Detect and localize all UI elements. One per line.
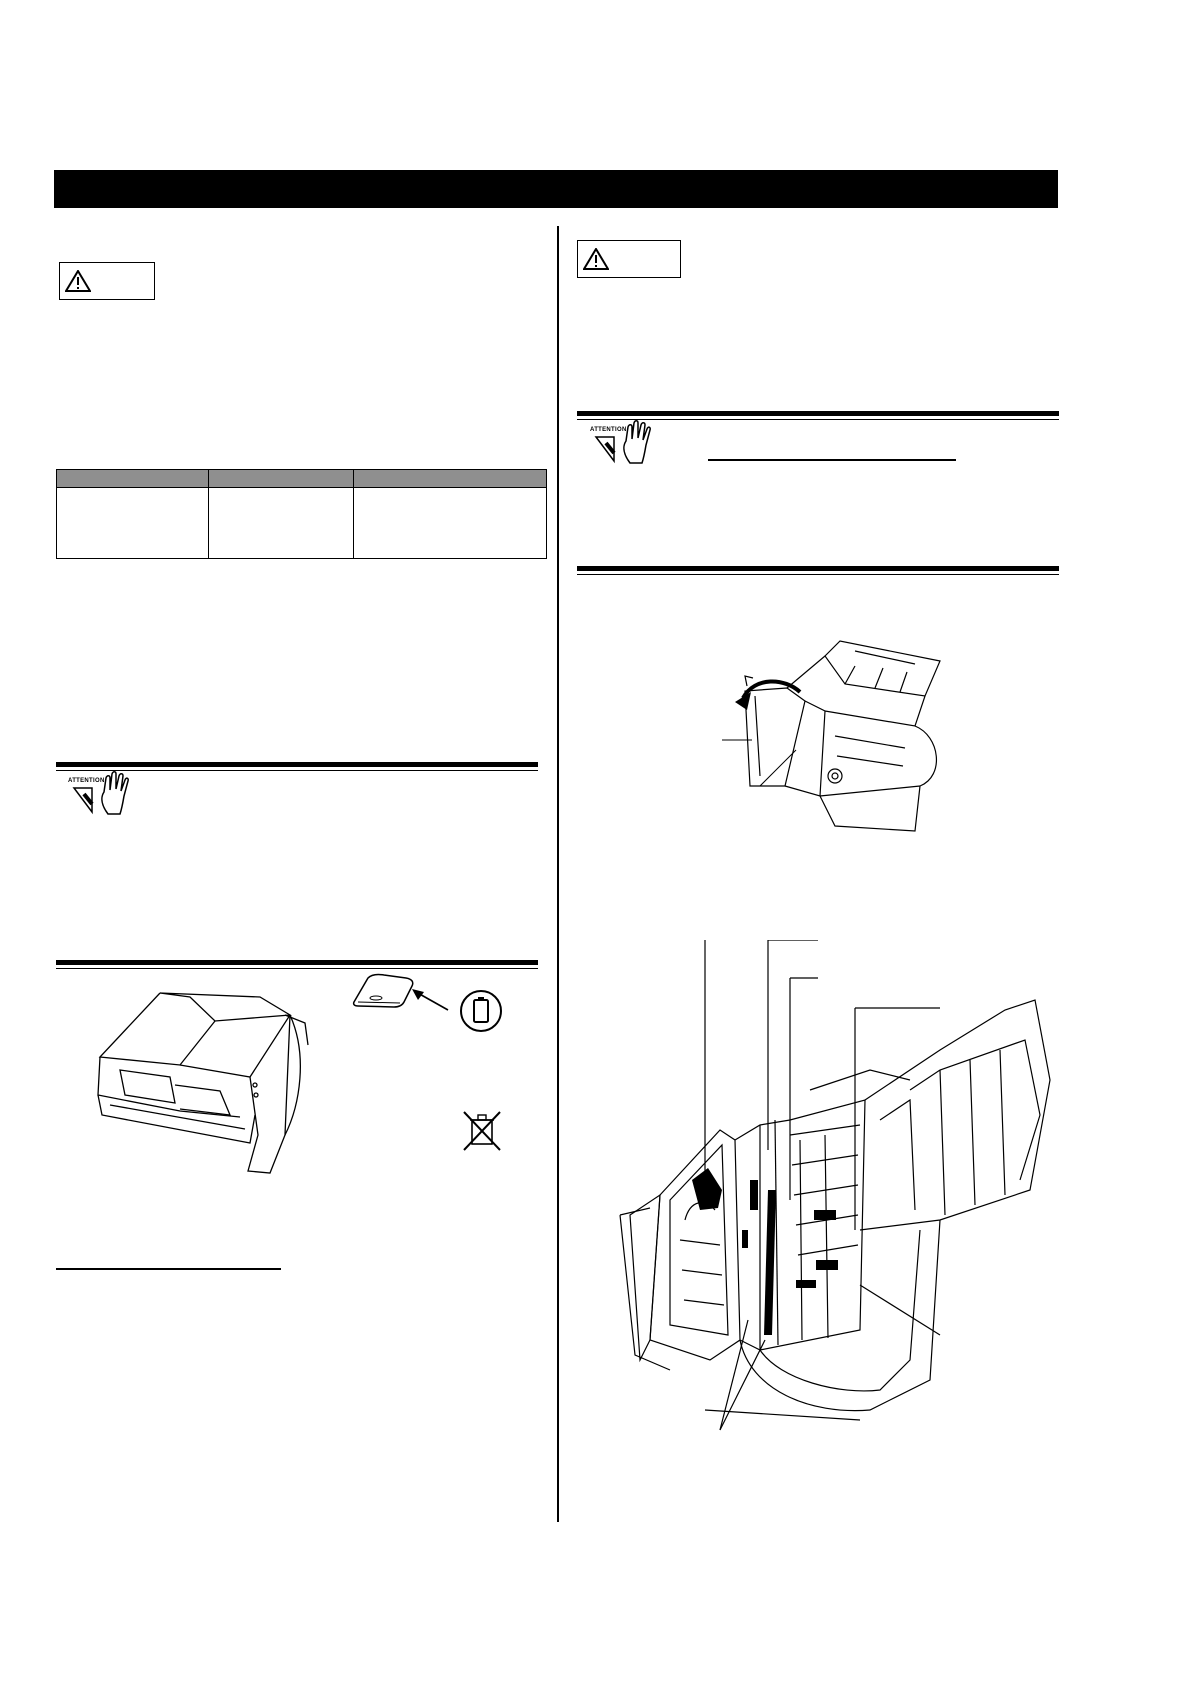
table-cell xyxy=(354,488,547,559)
attention-label: ATTENTION xyxy=(68,778,105,784)
table-cell xyxy=(209,488,354,559)
section-rule-right xyxy=(577,566,1059,571)
section-rule-sub-right xyxy=(577,574,1059,575)
pointer-arrow-icon xyxy=(410,988,450,1012)
section-header-bar xyxy=(54,170,1058,208)
scanner-open-interior-illustration xyxy=(610,940,1060,1440)
column-divider xyxy=(557,226,559,1522)
warning-triangle-icon xyxy=(65,270,91,292)
attention-icon-right xyxy=(588,419,662,465)
attention-rule-top-left xyxy=(56,762,538,767)
warning-box-right xyxy=(577,240,681,278)
section-rule-sub-left xyxy=(56,968,538,969)
warning-box-left xyxy=(59,262,155,300)
crossed-bin-icon xyxy=(462,1110,502,1152)
table-header-cell xyxy=(354,470,547,488)
attention-hand-icon xyxy=(588,419,662,465)
table-header-cell xyxy=(57,470,209,488)
scanner-closed-illustration xyxy=(80,985,330,1175)
attention-label: ATTENTION xyxy=(590,427,627,433)
spec-table xyxy=(56,469,547,559)
underlined-link-rule xyxy=(708,459,956,461)
attention-rule-top-right xyxy=(577,411,1059,416)
battery-icon xyxy=(458,988,504,1034)
underlined-heading-rule xyxy=(56,1268,281,1270)
attention-icon-left xyxy=(66,770,140,816)
section-rule-left xyxy=(56,960,538,965)
table-header-cell xyxy=(209,470,354,488)
table-cell xyxy=(57,488,209,559)
attention-hand-icon xyxy=(66,770,140,816)
callout-lines-cover xyxy=(720,720,800,790)
warning-triangle-icon xyxy=(583,248,609,270)
